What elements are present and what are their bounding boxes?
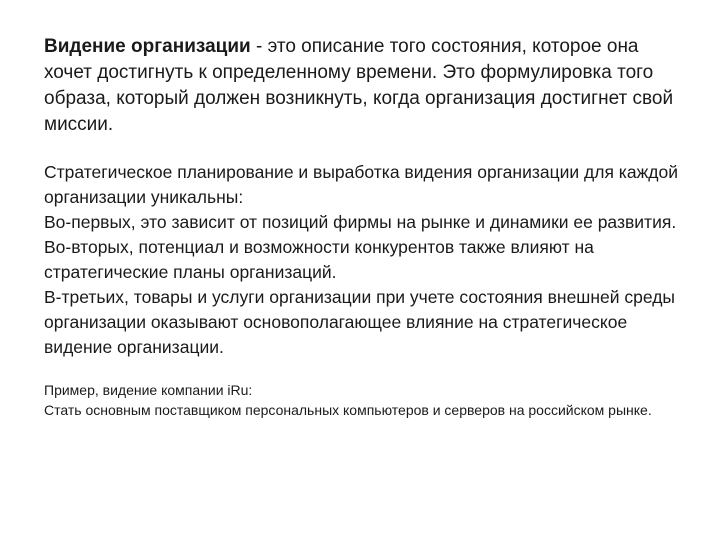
strategy-intro: Стратегическое планирование и выработка видения организации для каждой организации уникальны:	[44, 162, 678, 207]
example-text: Стать основным поставщиком персональных компьютеров и серверов на российском рынке.	[44, 402, 652, 418]
slide-content	[44, 34, 684, 420]
definition-text: - это описание того состояния, которое она хочет достигнуть к определенному времени. Это формулировка того образа, который должен возникнуть, когда организация достигнет свой миссии.	[44, 36, 674, 135]
strategy-section	[44, 160, 684, 360]
example-section	[44, 380, 684, 420]
definition-paragraph	[44, 34, 684, 138]
definition-term: Видение организации	[44, 36, 251, 57]
example-label: Пример, видение компании iRu:	[44, 382, 253, 398]
strategy-point-third: В-третьих, товары и услуги организации при учете состояния внешней среды организации оказывают основополагающее влияние на стратегическое видение организации.	[44, 287, 675, 357]
strategy-point-first: Во-первых, это зависит от позиций фирмы на рынке и динамики ее развития.	[44, 212, 677, 232]
strategy-point-second: Во-вторых, потенциал и возможности конкурентов также влияют на стратегические планы организаций.	[44, 237, 594, 282]
